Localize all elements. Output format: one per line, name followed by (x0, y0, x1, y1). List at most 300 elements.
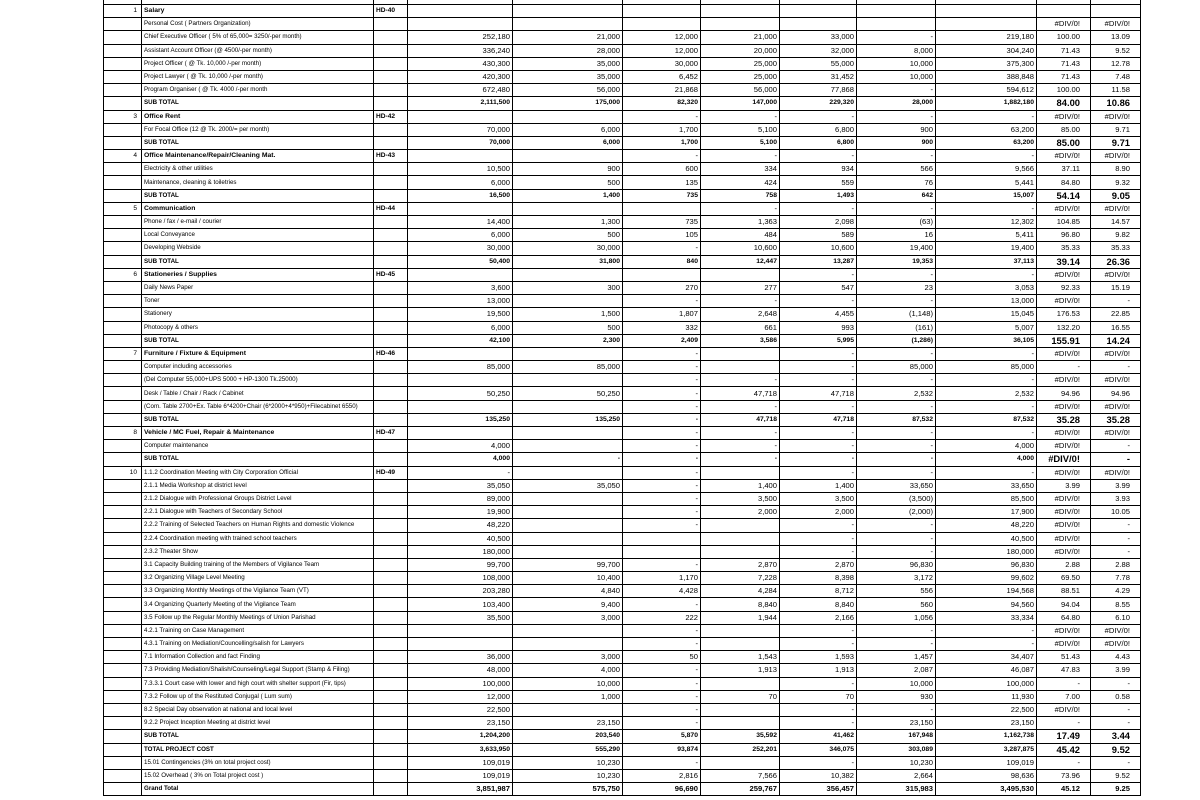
amount-cell (408, 5, 513, 18)
amount-cell: 1,700 (623, 123, 701, 136)
item-label-cell: Office Rent (142, 110, 374, 123)
percent-cell: 26.36 (1091, 255, 1141, 268)
serial-number-cell (104, 123, 142, 136)
amount-cell: 1,700 (623, 136, 701, 149)
amount-cell (701, 677, 780, 690)
table-row (104, 229, 1141, 242)
percent-cell: 3.93 (1091, 492, 1141, 505)
serial-number-cell (104, 585, 142, 598)
amount-cell (513, 466, 623, 479)
amount-cell: - (857, 347, 936, 360)
item-label-cell: Personal Cost ( Partners Organization) (142, 18, 374, 31)
amount-cell: - (623, 427, 701, 440)
amount-cell: 55,000 (780, 57, 857, 70)
amount-cell: 1,882,180 (936, 97, 1037, 110)
percent-cell: - (1091, 440, 1141, 453)
budget-table-body (104, 0, 1141, 796)
serial-number-cell: 6 (104, 268, 142, 281)
amount-cell: 25,000 (701, 57, 780, 70)
serial-number-cell (104, 242, 142, 255)
amount-cell: 930 (857, 690, 936, 703)
item-label-cell: SUB TOTAL (142, 189, 374, 202)
subtotal-row (104, 255, 1141, 268)
amount-cell: 89,000 (408, 492, 513, 505)
item-label-cell: SUB TOTAL (142, 136, 374, 149)
amount-cell: - (701, 150, 780, 163)
amount-cell: 1,204,200 (408, 730, 513, 743)
amount-cell: 99,700 (408, 558, 513, 571)
amount-cell: 2,409 (623, 334, 701, 347)
item-label-cell: SUB TOTAL (142, 453, 374, 466)
serial-number-cell (104, 163, 142, 176)
serial-number-cell (104, 400, 142, 413)
percent-cell: #DIV/0! (1037, 110, 1091, 123)
item-label-cell: Computer maintenance (142, 440, 374, 453)
amount-cell: 420,300 (408, 70, 513, 83)
percent-cell: #DIV/0! (1037, 295, 1091, 308)
amount-cell: 5,441 (936, 176, 1037, 189)
amount-cell (408, 347, 513, 360)
amount-cell: 3,500 (780, 492, 857, 505)
amount-cell: 70 (780, 690, 857, 703)
amount-cell: 10,000 (513, 677, 623, 690)
section-header-row (104, 202, 1141, 215)
head-code-cell (374, 123, 408, 136)
amount-cell: 642 (857, 189, 936, 202)
amount-cell: 8,840 (780, 598, 857, 611)
serial-number-cell (104, 730, 142, 743)
item-label-cell: Project Officer ( @ Tk. 10,000 /-per month) (142, 57, 374, 70)
serial-number-cell (104, 308, 142, 321)
serial-number-cell (104, 717, 142, 730)
table-row (104, 769, 1141, 782)
amount-cell: 900 (857, 123, 936, 136)
amount-cell: - (623, 387, 701, 400)
percent-cell: - (1037, 677, 1091, 690)
amount-cell: 10,382 (780, 769, 857, 782)
item-label-cell: 2.3.2 Theater Show (142, 545, 374, 558)
percent-cell: 39.14 (1037, 255, 1091, 268)
amount-cell: 5,007 (936, 321, 1037, 334)
head-code-cell (374, 479, 408, 492)
percent-cell: #DIV/0! (1091, 150, 1141, 163)
percent-cell: 22.85 (1091, 308, 1141, 321)
subtotal-row (104, 743, 1141, 756)
serial-number-cell (104, 743, 142, 756)
serial-number-cell (104, 638, 142, 651)
table-row (104, 176, 1141, 189)
amount-cell: 76 (857, 176, 936, 189)
serial-number-cell (104, 703, 142, 716)
percent-cell: #DIV/0! (1037, 440, 1091, 453)
amount-cell: 1,593 (780, 651, 857, 664)
item-label-cell: 7.3 Providing Mediation/Shalish/Counseling/Legal Support (Stamp & Filing) (142, 664, 374, 677)
amount-cell: 15,007 (936, 189, 1037, 202)
amount-cell: - (623, 347, 701, 360)
amount-cell: 23,150 (936, 717, 1037, 730)
amount-cell: - (701, 295, 780, 308)
item-label-cell: Vehicle / MC Fuel, Repair & Maintenance (142, 427, 374, 440)
amount-cell: - (623, 150, 701, 163)
percent-cell: #DIV/0! (1091, 18, 1141, 31)
serial-number-cell (104, 334, 142, 347)
percent-cell: - (1091, 703, 1141, 716)
amount-cell: 547 (780, 281, 857, 294)
amount-cell (623, 202, 701, 215)
amount-cell: - (780, 519, 857, 532)
subtotal-row (104, 730, 1141, 743)
item-label-cell: Chief Executive Officer ( 5% of 65,000= 3250/-per month) (142, 31, 374, 44)
item-label-cell: Stationeries / Supplies (142, 268, 374, 281)
amount-cell (513, 492, 623, 505)
amount-cell: 33,650 (857, 479, 936, 492)
table-row (104, 57, 1141, 70)
percent-cell: 12.78 (1091, 57, 1141, 70)
amount-cell: 4,000 (408, 440, 513, 453)
amount-cell: - (623, 598, 701, 611)
amount-cell: 108,000 (408, 572, 513, 585)
amount-cell: 40,500 (408, 532, 513, 545)
amount-cell: 219,180 (936, 31, 1037, 44)
amount-cell: 50 (623, 651, 701, 664)
amount-cell: 37,113 (936, 255, 1037, 268)
amount-cell: 41,462 (780, 730, 857, 743)
amount-cell: 85,000 (936, 361, 1037, 374)
item-label-cell: Developing Webside (142, 242, 374, 255)
item-label-cell: For Focal Office (12 @ Tk. 2000/= per month) (142, 123, 374, 136)
table-row (104, 624, 1141, 637)
head-code-cell (374, 558, 408, 571)
head-code-cell (374, 163, 408, 176)
percent-cell: #DIV/0! (1091, 624, 1141, 637)
table-row (104, 216, 1141, 229)
amount-cell: 1,170 (623, 572, 701, 585)
percent-cell: 7.78 (1091, 572, 1141, 585)
amount-cell: - (780, 295, 857, 308)
head-code-cell: HD-49 (374, 466, 408, 479)
table-row (104, 466, 1141, 479)
amount-cell: 4,840 (513, 585, 623, 598)
amount-cell: 31,800 (513, 255, 623, 268)
amount-cell: 2,532 (936, 387, 1037, 400)
amount-cell: 1,543 (701, 651, 780, 664)
serial-number-cell (104, 295, 142, 308)
amount-cell: 8,712 (780, 585, 857, 598)
amount-cell (513, 18, 623, 31)
serial-number-cell (104, 70, 142, 83)
head-code-cell (374, 783, 408, 796)
item-label-cell: 2.1.2 Dialogue with Professional Groups District Level (142, 492, 374, 505)
serial-number-cell (104, 374, 142, 387)
amount-cell: - (623, 677, 701, 690)
amount-cell: 3,172 (857, 572, 936, 585)
table-row (104, 308, 1141, 321)
amount-cell: - (780, 150, 857, 163)
amount-cell: 388,848 (936, 70, 1037, 83)
amount-cell: - (936, 374, 1037, 387)
section-header-row (104, 150, 1141, 163)
table-row (104, 717, 1141, 730)
amount-cell (701, 756, 780, 769)
percent-cell (1037, 5, 1091, 18)
amount-cell: 21,868 (623, 84, 701, 97)
amount-cell: 4,000 (936, 440, 1037, 453)
amount-cell: 229,320 (780, 97, 857, 110)
amount-cell: - (623, 374, 701, 387)
subtotal-row (104, 97, 1141, 110)
percent-cell: 9.52 (1091, 743, 1141, 756)
amount-cell: - (780, 202, 857, 215)
amount-cell: 2,532 (857, 387, 936, 400)
percent-cell: #DIV/0! (1037, 202, 1091, 215)
amount-cell: 9,566 (936, 163, 1037, 176)
amount-cell: 85,000 (408, 361, 513, 374)
amount-cell (513, 5, 623, 18)
percent-cell: 9.52 (1091, 769, 1141, 782)
serial-number-cell (104, 189, 142, 202)
percent-cell: #DIV/0! (1091, 202, 1141, 215)
amount-cell: - (408, 466, 513, 479)
serial-number-cell (104, 532, 142, 545)
grand-total-row (104, 783, 1141, 796)
amount-cell: 3,586 (701, 334, 780, 347)
budget-table (103, 0, 1141, 796)
amount-cell (701, 532, 780, 545)
serial-number-cell (104, 519, 142, 532)
item-label-cell: Phone / fax / e-mail / courier (142, 216, 374, 229)
amount-cell: - (857, 202, 936, 215)
serial-number-cell: 8 (104, 427, 142, 440)
amount-cell: - (857, 295, 936, 308)
amount-cell: 56,000 (513, 84, 623, 97)
amount-cell: 50,400 (408, 255, 513, 268)
amount-cell: 47,718 (780, 413, 857, 426)
amount-cell: - (701, 202, 780, 215)
amount-cell: - (623, 717, 701, 730)
amount-cell: - (780, 347, 857, 360)
amount-cell: 19,353 (857, 255, 936, 268)
amount-cell: 36,105 (936, 334, 1037, 347)
head-code-cell (374, 242, 408, 255)
amount-cell: - (623, 703, 701, 716)
amount-cell (513, 150, 623, 163)
table-row (104, 123, 1141, 136)
amount-cell: - (857, 703, 936, 716)
amount-cell: 87,532 (857, 413, 936, 426)
amount-cell: 1,944 (701, 611, 780, 624)
amount-cell: 30,000 (408, 242, 513, 255)
amount-cell: - (936, 347, 1037, 360)
amount-cell: 70,000 (408, 123, 513, 136)
percent-cell: 16.55 (1091, 321, 1141, 334)
item-label-cell: Desk / Table / Chair / Rack / Cabinet (142, 387, 374, 400)
percent-cell: 71.43 (1037, 44, 1091, 57)
amount-cell: - (780, 717, 857, 730)
amount-cell (513, 110, 623, 123)
amount-cell: 672,480 (408, 84, 513, 97)
table-row (104, 703, 1141, 716)
head-code-cell (374, 769, 408, 782)
amount-cell: - (936, 466, 1037, 479)
amount-cell: 99,602 (936, 572, 1037, 585)
percent-cell: #DIV/0! (1037, 453, 1091, 466)
amount-cell: 566 (857, 163, 936, 176)
head-code-cell (374, 664, 408, 677)
amount-cell: 194,568 (936, 585, 1037, 598)
amount-cell: 575,750 (513, 783, 623, 796)
head-code-cell (374, 413, 408, 426)
amount-cell: 2,664 (857, 769, 936, 782)
item-label-cell: Local Conveyance (142, 229, 374, 242)
amount-cell: 28,000 (513, 44, 623, 57)
section-header-row (104, 268, 1141, 281)
amount-cell: 6,000 (513, 136, 623, 149)
amount-cell (513, 532, 623, 545)
item-label-cell: SUB TOTAL (142, 334, 374, 347)
percent-cell: 100.00 (1037, 31, 1091, 44)
section-header-row (104, 347, 1141, 360)
amount-cell: 10,000 (857, 70, 936, 83)
item-label-cell: Assistant Account Officer (@ 4500/-per month) (142, 44, 374, 57)
item-label-cell: (Del Computer 55,000+UPS 5000 + HP-1300 Tk.25000) (142, 374, 374, 387)
amount-cell: 20,000 (701, 44, 780, 57)
percent-cell: #DIV/0! (1037, 466, 1091, 479)
serial-number-cell (104, 229, 142, 242)
amount-cell: - (623, 519, 701, 532)
item-label-cell: Program Organiser ( @ Tk. 4000 /-per month (142, 84, 374, 97)
percent-cell: #DIV/0! (1037, 638, 1091, 651)
amount-cell: - (857, 440, 936, 453)
amount-cell: 1,400 (780, 479, 857, 492)
section-header-row (104, 110, 1141, 123)
head-code-cell (374, 545, 408, 558)
item-label-cell: 7.3.3.1 Court case with lower and high court with shelter support (Fir, tips) (142, 677, 374, 690)
amount-cell: - (623, 413, 701, 426)
item-label-cell: 15.02 Overhead ( 3% on Total project cost ) (142, 769, 374, 782)
percent-cell: 8.55 (1091, 598, 1141, 611)
percent-cell: - (1091, 361, 1141, 374)
amount-cell: - (857, 268, 936, 281)
percent-cell: 92.33 (1037, 281, 1091, 294)
head-code-cell (374, 189, 408, 202)
amount-cell: 3,000 (513, 611, 623, 624)
amount-cell (623, 18, 701, 31)
amount-cell: 85,000 (857, 361, 936, 374)
amount-cell: 4,455 (780, 308, 857, 321)
amount-cell: 10,500 (408, 163, 513, 176)
percent-cell: #DIV/0! (1037, 427, 1091, 440)
amount-cell: 25,000 (701, 70, 780, 83)
amount-cell (408, 18, 513, 31)
head-code-cell (374, 572, 408, 585)
amount-cell: 7,228 (701, 572, 780, 585)
percent-cell: 14.24 (1091, 334, 1141, 347)
table-row (104, 558, 1141, 571)
item-label-cell: 4.2.1 Training on Case Management (142, 624, 374, 637)
table-row (104, 70, 1141, 83)
amount-cell: - (623, 664, 701, 677)
amount-cell: (1,286) (857, 334, 936, 347)
amount-cell: 23,150 (513, 717, 623, 730)
item-label-cell: Computer including accessories (142, 361, 374, 374)
amount-cell: 252,201 (701, 743, 780, 756)
item-label-cell: Daily News Paper (142, 281, 374, 294)
table-row (104, 361, 1141, 374)
amount-cell: 4,000 (513, 664, 623, 677)
amount-cell: 35,050 (408, 479, 513, 492)
amount-cell: 336,240 (408, 44, 513, 57)
head-code-cell (374, 717, 408, 730)
amount-cell: 315,983 (857, 783, 936, 796)
amount-cell: 42,100 (408, 334, 513, 347)
amount-cell: 277 (701, 281, 780, 294)
amount-cell: 900 (513, 163, 623, 176)
amount-cell: 484 (701, 229, 780, 242)
head-code-cell (374, 440, 408, 453)
amount-cell: - (623, 440, 701, 453)
head-code-cell (374, 651, 408, 664)
serial-number-cell (104, 492, 142, 505)
amount-cell: 47,718 (701, 387, 780, 400)
item-label-cell: 1.1.2 Coordination Meeting with City Corporation Official (142, 466, 374, 479)
amount-cell: 50,250 (408, 387, 513, 400)
percent-cell: 3.44 (1091, 730, 1141, 743)
amount-cell: 28,000 (857, 97, 936, 110)
amount-cell: - (623, 638, 701, 651)
amount-cell: 63,200 (936, 136, 1037, 149)
percent-cell: 54.14 (1037, 189, 1091, 202)
table-row (104, 321, 1141, 334)
head-code-cell (374, 44, 408, 57)
serial-number-cell (104, 690, 142, 703)
head-code-cell (374, 598, 408, 611)
item-label-cell: Communication (142, 202, 374, 215)
amount-cell: (3,500) (857, 492, 936, 505)
item-label-cell: Electricity & other utilities (142, 163, 374, 176)
amount-cell (408, 374, 513, 387)
amount-cell (857, 18, 936, 31)
amount-cell (623, 532, 701, 545)
serial-number-cell (104, 18, 142, 31)
amount-cell: 99,700 (513, 558, 623, 571)
amount-cell: 1,457 (857, 651, 936, 664)
amount-cell: 3,287,875 (936, 743, 1037, 756)
amount-cell: 3,000 (513, 651, 623, 664)
amount-cell: 12,302 (936, 216, 1037, 229)
percent-cell: 88.51 (1037, 585, 1091, 598)
amount-cell: 2,300 (513, 334, 623, 347)
percent-cell: 35.28 (1091, 413, 1141, 426)
amount-cell: 4,284 (701, 585, 780, 598)
subtotal-row (104, 453, 1141, 466)
table-row (104, 440, 1141, 453)
amount-cell: 46,087 (936, 664, 1037, 677)
amount-cell (513, 295, 623, 308)
item-label-cell: 3.5 Follow up the Regular Monthly Meetings of Union Parishad (142, 611, 374, 624)
item-label-cell: 7.3.2 Follow up of the Restituted Conjugal ( Lum sum) (142, 690, 374, 703)
percent-cell: 13.09 (1091, 31, 1141, 44)
head-code-cell (374, 176, 408, 189)
head-code-cell: HD-47 (374, 427, 408, 440)
amount-cell: 100,000 (408, 677, 513, 690)
table-row (104, 163, 1141, 176)
amount-cell: 9,400 (513, 598, 623, 611)
amount-cell: 96,830 (936, 558, 1037, 571)
amount-cell: - (780, 110, 857, 123)
percent-cell: - (1091, 717, 1141, 730)
table-row (104, 479, 1141, 492)
table-row (104, 651, 1141, 664)
